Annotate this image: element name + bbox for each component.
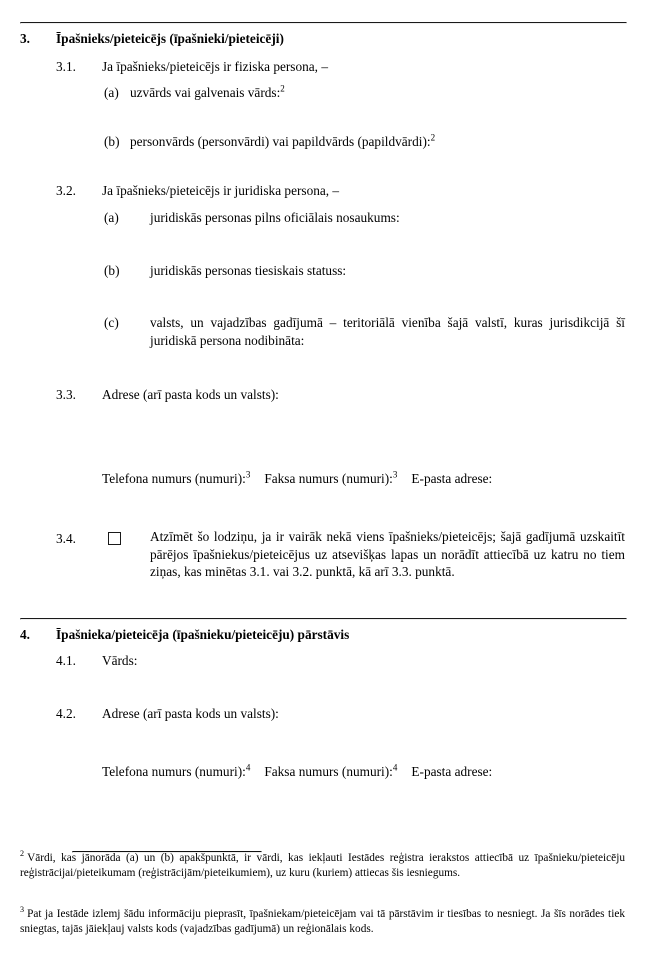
item-3-4-checkbox[interactable] — [108, 532, 121, 545]
footnote-ref-4-phone: 4 — [245, 762, 251, 773]
phone-label-4: Telefona numurs (numuri):$^4$ — [102, 762, 251, 779]
item-3-1-a-label: uzvārds vai galvenais vārds: — [130, 85, 281, 100]
item-3-3-number: 3.3. — [56, 387, 76, 402]
footnote-ref-3-phone: 3 — [245, 469, 251, 480]
item-3-2-a-text: juridiskās personas pilns oficiālais nosaukums: — [150, 210, 400, 225]
section-4-title: Īpašnieka/pieteicēja (īpašnieku/pieteicēju) pārstāvis — [56, 627, 350, 642]
item-3-2-text: Ja īpašnieks/pieteicējs ir juridiska persona, – — [102, 183, 340, 198]
item-3-2-c-marker: (c) — [104, 315, 119, 330]
item-3-3-text: Adrese (arī pasta kods un valsts): — [102, 387, 279, 402]
section-4-contact-row — [102, 763, 602, 781]
item-3-1-b-label: personvārds (personvārdi) vai papildvārds (papildvārdi): — [130, 134, 431, 149]
email-label-4: E-pasta adrese: — [411, 764, 493, 779]
item-3-4-number: 3.4. — [56, 531, 76, 546]
item-3-2-number: 3.2. — [56, 183, 76, 198]
footnote-2-marker: 2 — [20, 849, 25, 859]
item-4-2-number: 4.2. — [56, 706, 76, 721]
top-horizontal-rule — [20, 22, 627, 24]
email-label-3: E-pasta adrese: — [411, 471, 493, 486]
item-3-2-c-text: valsts, un vajadzības gadījumā – teritoriālā vienība šajā valstī, kuras jurisdikcijā šī juridiskā persona nodibināta: — [150, 315, 625, 348]
item-4-1-number: 4.1. — [56, 653, 76, 668]
footnote-ref-3-fax: 3 — [392, 469, 398, 480]
item-3-1-b-text — [130, 133, 435, 151]
item-3-1-b-marker: (b) — [104, 134, 120, 149]
footnote-ref-4-fax: 4 — [392, 762, 398, 773]
item-3-1-text: Ja īpašnieks/pieteicējs ir fiziska persona, – — [102, 59, 328, 74]
item-3-2-a-marker: (a) — [104, 210, 119, 225]
item-4-2-text: Adrese (arī pasta kods un valsts): — [102, 706, 279, 721]
section-3-title: Īpašnieks/pieteicējs (īpašnieki/pieteicēji) — [56, 31, 284, 46]
item-3-1-a-text — [130, 84, 285, 102]
item-3-1-number: 3.1. — [56, 59, 76, 74]
footnote-2-text: Vārdi, kas jānorāda (a) un (b) apakšpunktā, ir vārdi, kas iekļauti Iestādes reģistra ierakstos attiecībā uz īpašnieku/pieteicēju reģistrācijai/pieteikumam (reģistrācijām/pieteikumiem), uz kuru (kuriem) attiecas šis iesniegums. — [20, 852, 625, 879]
fax-label-4: Faksa numurs (numuri):$^4$ — [264, 762, 398, 779]
item-3-2-b-marker: (b) — [104, 263, 120, 278]
footnote-2 — [20, 851, 625, 880]
footnote-ref-2b: 2 — [430, 132, 436, 143]
section-3-contact-row — [102, 470, 602, 488]
footnote-3-marker: 3 — [20, 905, 25, 915]
section-4-number: 4. — [20, 627, 30, 642]
item-3-2-b-text: juridiskās personas tiesiskais statuss: — [150, 263, 347, 278]
footnote-ref-2a: 2 — [280, 83, 285, 94]
footnote-3 — [20, 907, 625, 936]
section-3-number: 3. — [20, 31, 30, 46]
section-divider-rule — [20, 618, 627, 620]
fax-label-3: Faksa numurs (numuri):$^3$ — [264, 469, 398, 486]
item-3-4-text: Atzīmēt šo lodziņu, ja ir vairāk nekā viens īpašnieks/pieteicējs; šajā gadījumā uzskaitīt pārējos īpašniekus/pieteicējus uz atsevišķas lapas un norādīt attiecībā uz katru no tiem ziņas, kas minētas 3.1. vai 3.2. punktā, kā arī 3.3. punktā. — [150, 529, 625, 579]
phone-label-3: Telefona numurs (numuri):$^3$ — [102, 469, 251, 486]
item-3-1-a-marker: (a) — [104, 85, 119, 100]
footnote-3-text: Pat ja Iestāde izlemj šādu informāciju pieprasīt, īpašniekam/pieteicējam vai tā pārstāvim ir tiesības to nesniegt. Ja šīs norādes tiek sniegtas, tajās jāiekļauj valsts kods (vajadzības gadījumā) un reģionālais kods. — [20, 908, 625, 935]
item-4-1-text: Vārds: — [102, 653, 138, 668]
